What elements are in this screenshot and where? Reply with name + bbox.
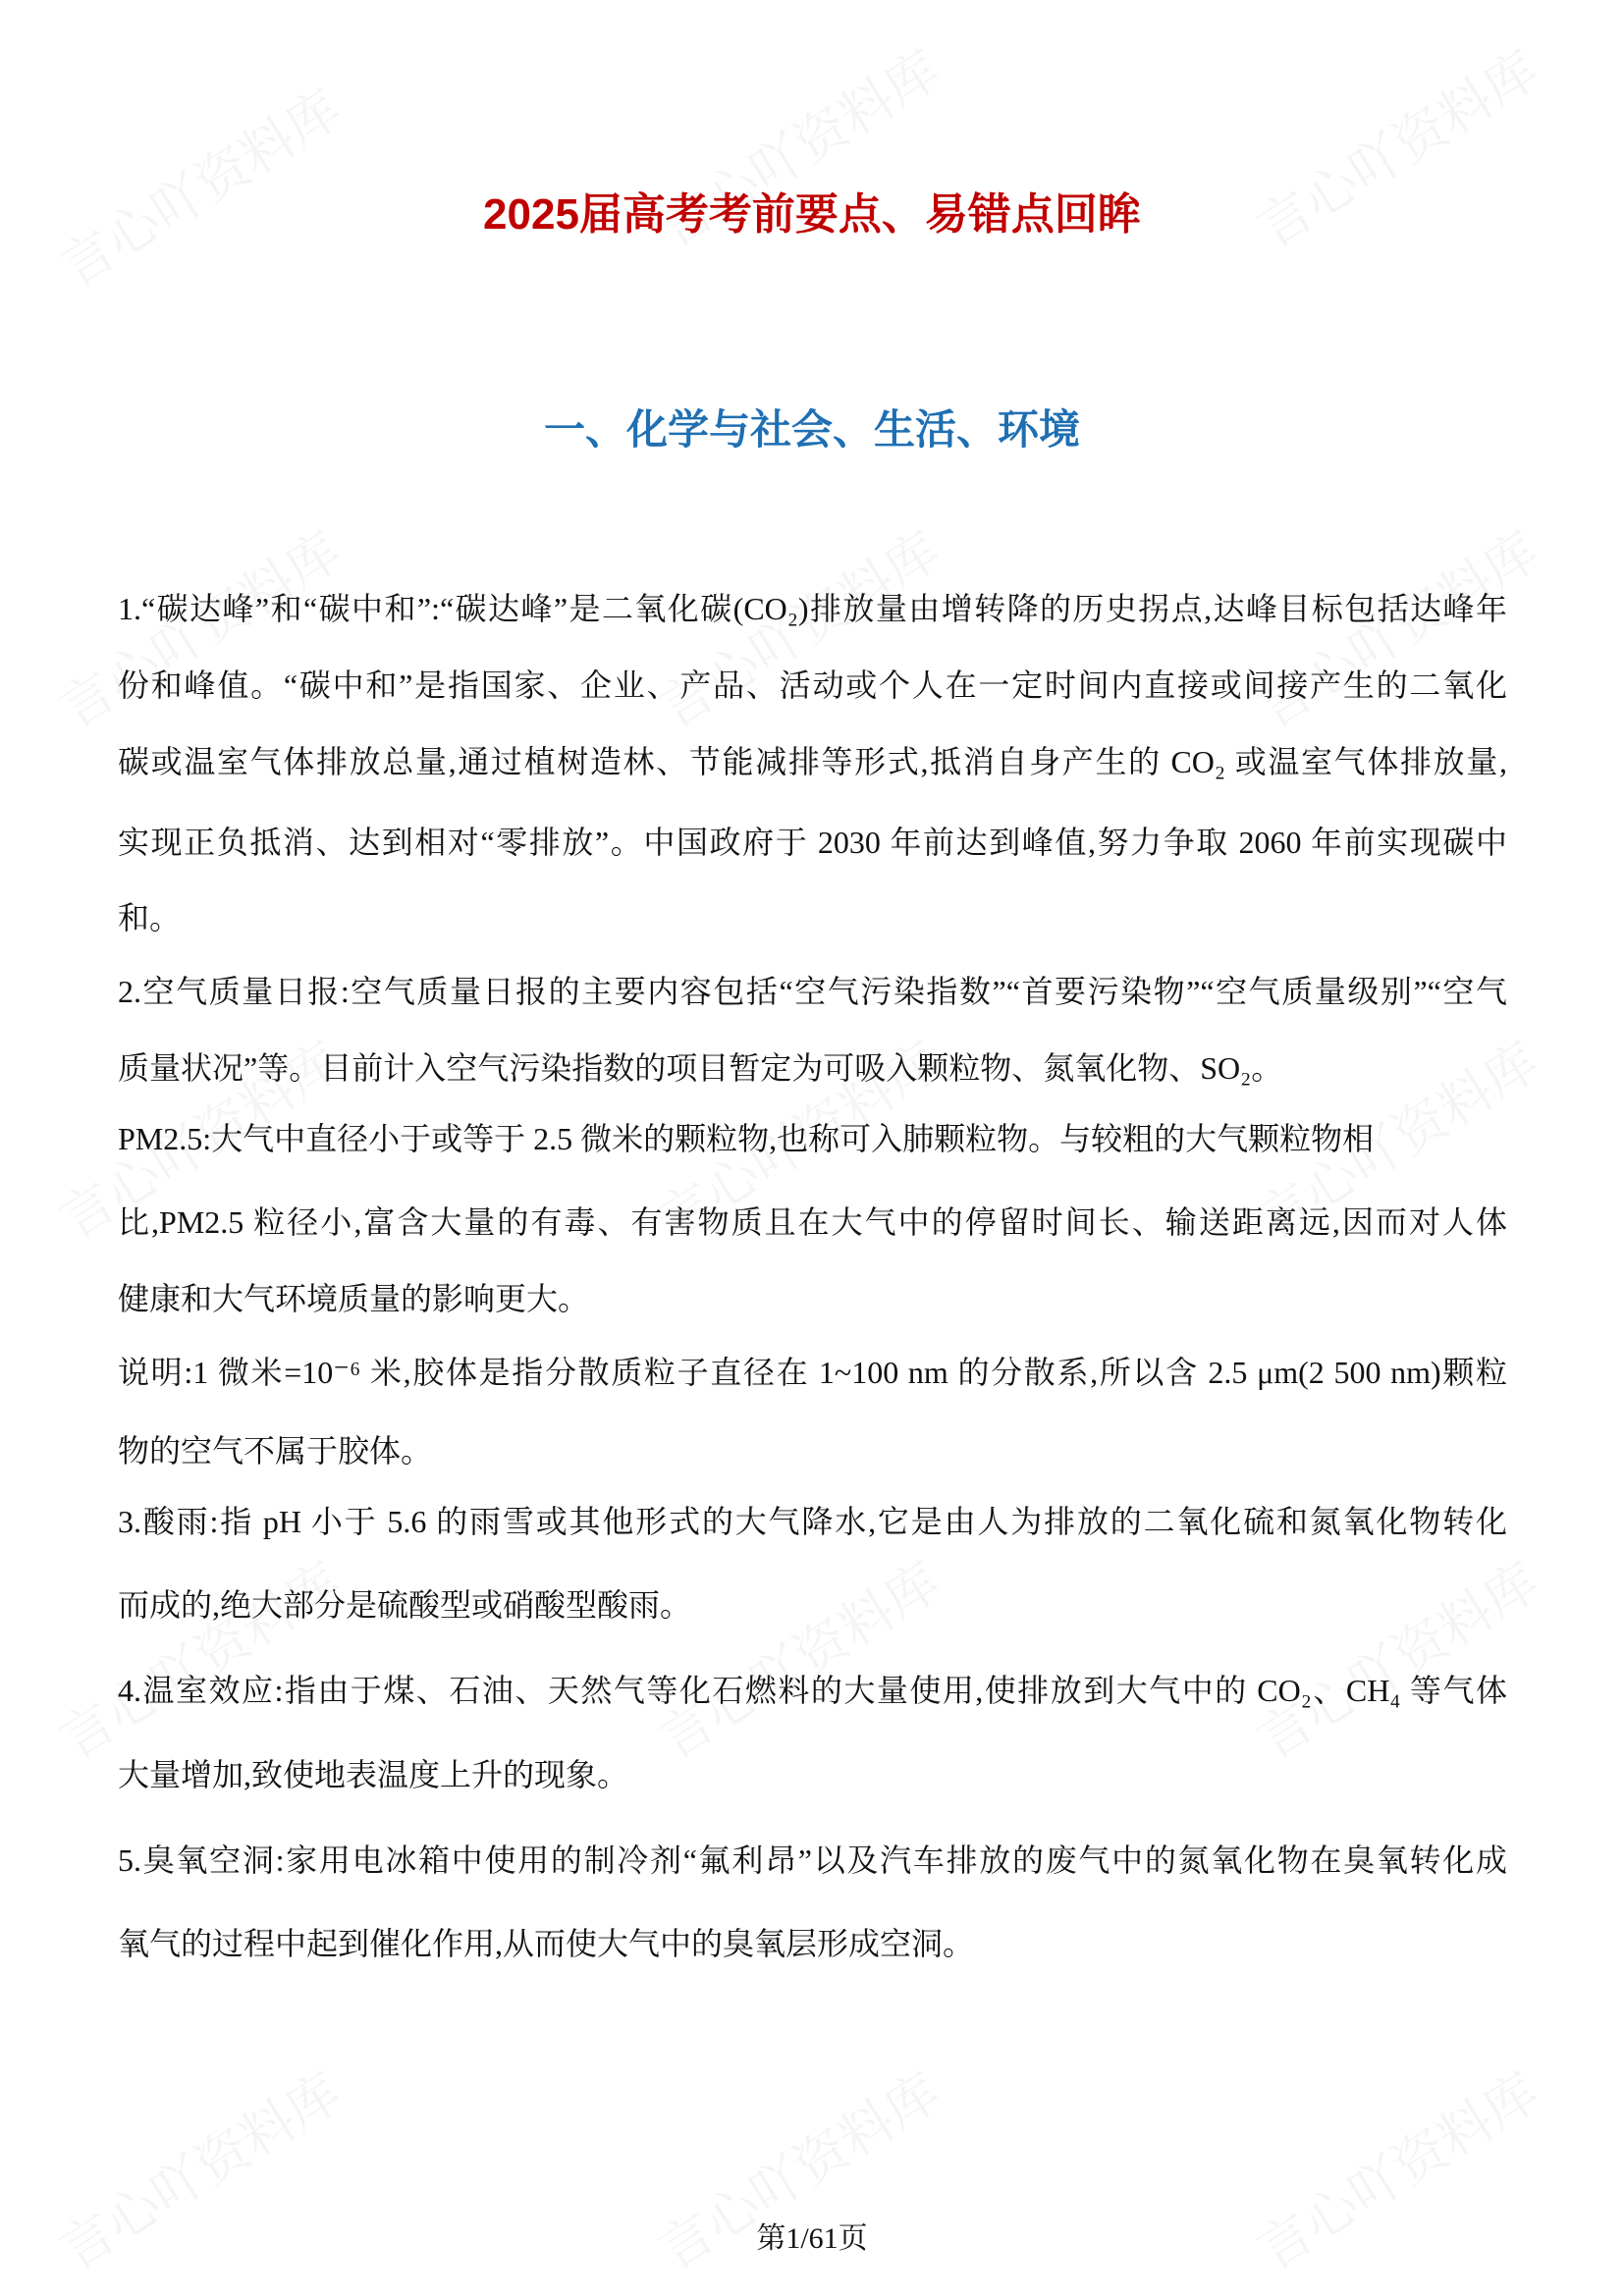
body-line: 说明:1 微米=10⁻⁶ 米,胶体是指分散质粒子直径在 1~100 nm 的分散系,所以含 2.5 μm(2 500 nm)颗粒 (118, 1355, 1507, 1390)
body-line: 物的空气不属于胶体。 (118, 1433, 433, 1468)
page-number: 第1/61页 (756, 2222, 868, 2255)
watermark (43, 1541, 353, 1774)
document-title: 2025届高考考前要点、易错点回眸 (483, 190, 1141, 239)
body-line: PM2.5:大气中直径小于或等于 2.5 微米的颗粒物,也称可入肺颗粒物。与较粗的大气颗粒物相 (118, 1121, 1375, 1156)
body-line: 2.空气质量日报:空气质量日报的主要内容包括“空气污染指数”“首要污染物”“空气质量级别”“空气 (118, 974, 1507, 1009)
body-line: 3.酸雨:指 pH 小于 5.6 的雨雪或其他形式的大气降水,它是由人为排放的二氧化硫和氮氧化物转化 (118, 1504, 1507, 1539)
body-line: 和。 (118, 900, 182, 935)
body-line: 而成的,绝大部分是硫酸型或硝酸型酸雨。 (118, 1587, 692, 1623)
section-heading: 一、化学与社会、生活、环境 (543, 406, 1080, 453)
watermark (642, 1541, 952, 1774)
body-line: 质量状况”等。目前计入空气污染指数的项目暂定为可吸入颗粒物、氮氧化物、SO₂。 (118, 1050, 1283, 1086)
body-line: 氧气的过程中起到催化作用,从而使大气中的臭氧层形成空洞。 (118, 1926, 975, 1961)
body-line: 实现正负抵消、达到相对“零排放”。中国政府于 2030 年前达到峰值,努力争取 2060 年前实现碳中 (118, 825, 1507, 860)
body-line: 健康和大气环境质量的影响更大。 (118, 1281, 590, 1316)
body-line: 大量增加,致使地表温度上升的现象。 (118, 1757, 629, 1792)
body-line: 份和峰值。“碳中和”是指国家、企业、产品、活动或个人在一定时间内直接或间接产生的二氧化 (118, 667, 1507, 703)
body-line: 1.“碳达峰”和“碳中和”:“碳达峰”是二氧化碳(CO₂)排放量由增转降的历史拐点,达峰目标包括达峰年 (118, 591, 1507, 626)
body-line: 5.臭氧空洞:家用电冰箱中使用的制冷剂“氟利昂”以及汽车排放的废气中的氮氧化物在臭氧转化成 (118, 1842, 1507, 1878)
body-line: 4.温室效应:指由于煤、石油、天然气等化石燃料的大量使用,使排放到大气中的 CO₂、CH₄ 等气体 (118, 1673, 1507, 1708)
body-line: 比,PM2.5 粒径小,富含大量的有毒、有害物质且在大气中的停留时间长、输送距离远,因而对人体 (118, 1204, 1507, 1240)
watermark (1241, 1541, 1551, 1774)
body-line: 碳或温室气体排放总量,通过植树造林、节能减排等形式,抵消自身产生的 CO₂ 或温室气体排放量, (118, 744, 1507, 779)
